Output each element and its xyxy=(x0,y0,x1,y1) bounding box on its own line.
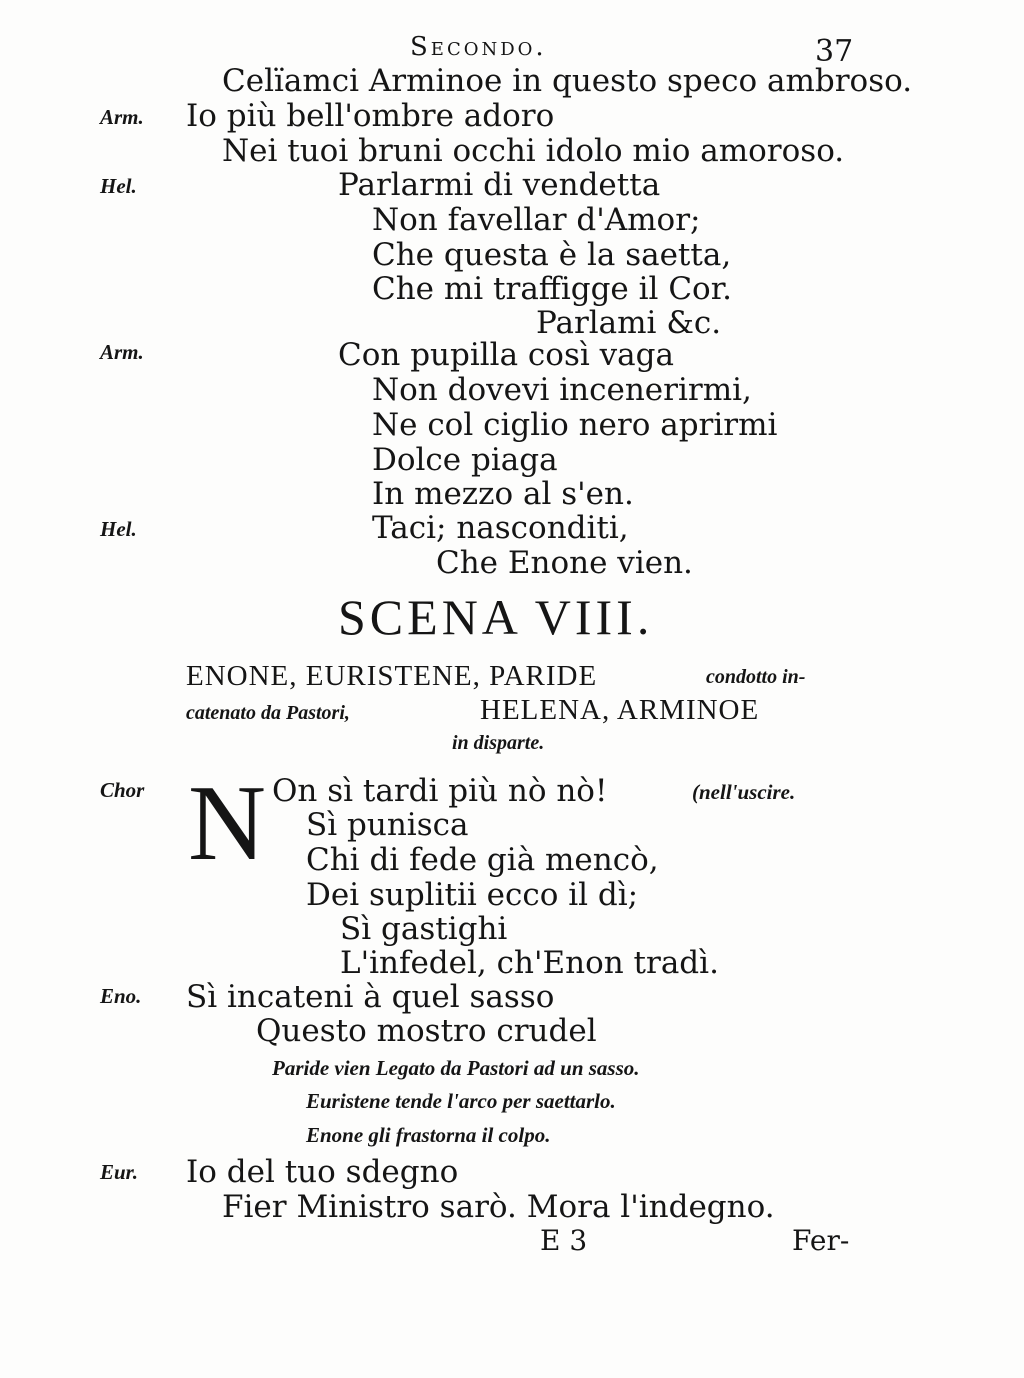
running-title: Secondo. xyxy=(410,32,547,62)
speaker-label: Hel. xyxy=(100,174,137,198)
verse-line: Fier Ministro sarò. Mora l'indegno. xyxy=(222,1189,775,1225)
verse-line: On sì tardi più nò nò! xyxy=(272,773,608,809)
verse-line: Che questa è la saetta, xyxy=(372,237,732,273)
verse-line: Nei tuoi bruni occhi idolo mio amoroso. xyxy=(222,133,845,169)
scene-title: SCENA VIII. xyxy=(338,589,654,645)
verse-line: Celïamci Arminoe in questo speco ambroso. xyxy=(222,63,913,99)
stage-direction: Euristene tende l'arco per saettarlo. xyxy=(306,1089,616,1113)
cast-note: in disparte. xyxy=(452,732,545,754)
verse-line: Che Enone vien. xyxy=(436,545,693,581)
verse-line: L'infedel, ch'Enon tradì. xyxy=(340,945,719,981)
verse-line: Io del tuo sdegno xyxy=(186,1154,459,1190)
verse-line: Parlarmi di vendetta xyxy=(338,167,661,203)
verse-line: Non dovevi incenerirmi, xyxy=(372,372,752,408)
verse-line: Parlami &c. xyxy=(536,305,722,341)
cast-note: catenato da Pastori, xyxy=(186,702,350,724)
catchword: Fer- xyxy=(792,1224,850,1257)
page-number: 37 xyxy=(815,34,854,69)
verse-line: Chi di fede già mencò, xyxy=(306,842,659,878)
speaker-label: Eur. xyxy=(100,1160,138,1184)
verse-line: Ne col ciglio nero aprirmi xyxy=(372,407,778,443)
speaker-label: Chor xyxy=(100,778,145,802)
speaker-label: Arm. xyxy=(100,105,144,129)
verse-line: Dei suplitii ecco il dì; xyxy=(306,877,639,913)
signature-mark: E 3 xyxy=(540,1224,588,1257)
cast-list-caps: HELENA, ARMINOE xyxy=(480,694,760,726)
cast-list-caps: ENONE, EURISTENE, PARIDE xyxy=(186,660,598,692)
verse-line: Sì punisca xyxy=(306,807,469,843)
verse-line: Dolce piaga xyxy=(372,442,558,478)
speaker-label: Hel. xyxy=(100,517,137,541)
cast-note: condotto in- xyxy=(706,666,806,688)
verse-line: Sì gastighi xyxy=(340,911,508,947)
verse-line: Taci; nasconditi, xyxy=(372,510,629,546)
drop-capital: N xyxy=(188,764,266,883)
verse-line: Questo mostro crudel xyxy=(256,1013,597,1049)
verse-line: Che mi traffigge il Cor. xyxy=(372,271,732,307)
verse-line: In mezzo al s'en. xyxy=(372,476,634,512)
verse-line: Con pupilla così vaga xyxy=(338,337,674,373)
stage-note: (nell'uscire. xyxy=(692,780,796,804)
stage-direction: Enone gli frastorna il colpo. xyxy=(306,1123,551,1147)
verse-line: Io più bell'ombre adoro xyxy=(186,98,555,134)
verse-line: Non favellar d'Amor; xyxy=(372,202,701,238)
speaker-label: Eno. xyxy=(100,984,142,1008)
verse-line: Sì incateni à quel sasso xyxy=(186,979,555,1015)
stage-direction: Paride vien Legato da Pastori ad un sasso. xyxy=(272,1056,640,1080)
speaker-label: Arm. xyxy=(100,340,144,364)
